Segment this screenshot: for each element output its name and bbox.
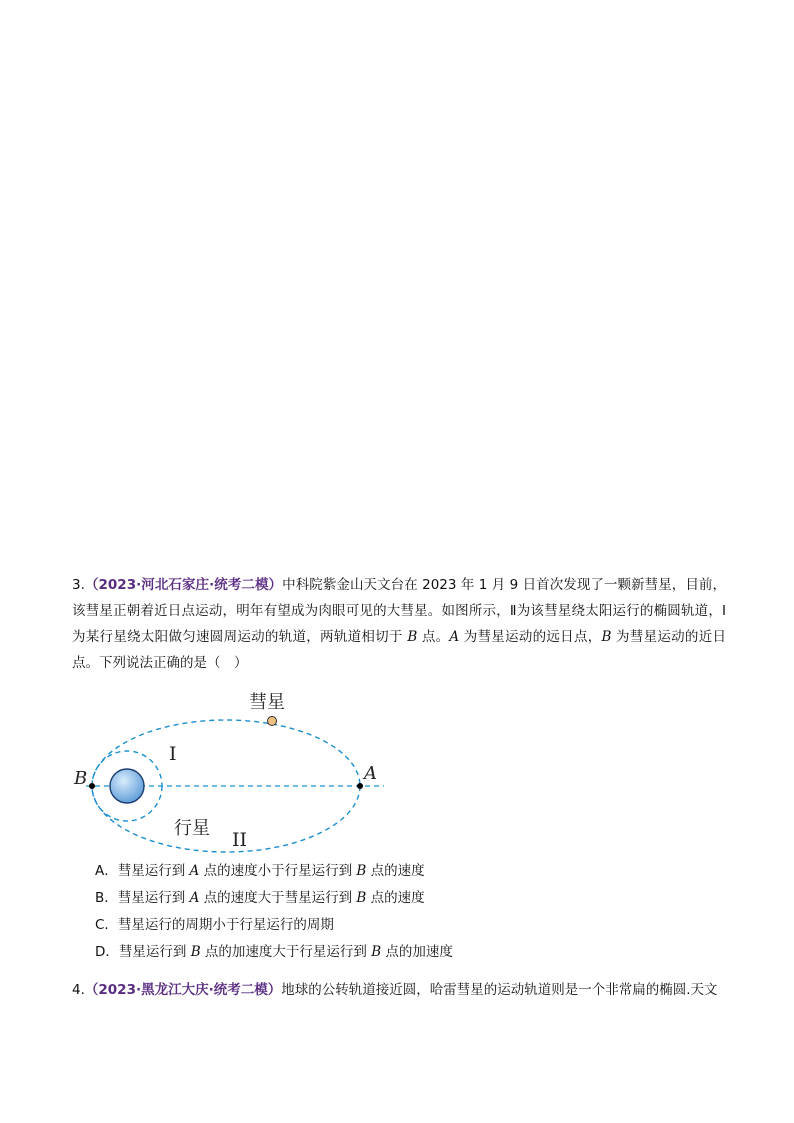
question-text-3: 为彗星运动的远日点， bbox=[459, 629, 602, 645]
question-source: （2023·黑龙江大庆·统考二模） bbox=[84, 982, 282, 998]
question-text: 地球的公转轨道接近圆，哈雷彗星的运动轨道则是一个非常扁的椭圆.天文 bbox=[281, 982, 718, 998]
point-a-dot bbox=[357, 783, 363, 789]
question-3 bbox=[72, 572, 726, 676]
option-b[interactable]: B．彗星运行到 A 点的速度大于彗星运行到 B 点的速度 bbox=[95, 890, 425, 906]
orbit-1-label: I bbox=[169, 743, 177, 765]
question-number: 3. bbox=[72, 577, 85, 593]
orbit-2-label: II bbox=[232, 829, 248, 851]
comet-label: 彗星 bbox=[249, 692, 285, 713]
option-c[interactable]: C．彗星运行的周期小于行星运行的周期 bbox=[95, 917, 334, 933]
point-b-label: B bbox=[74, 768, 88, 789]
option-a[interactable]: A．彗星运行到 A 点的速度小于行星运行到 B 点的速度 bbox=[95, 863, 425, 879]
orbit-diagram bbox=[72, 684, 392, 854]
planet-label: 行星 bbox=[174, 818, 210, 839]
question-text-4: 为彗星运动的近日点。下列说法正确的是（ ） bbox=[72, 629, 726, 671]
point-b-dot bbox=[89, 783, 95, 789]
comet-dot bbox=[268, 717, 277, 726]
options-list bbox=[95, 858, 453, 966]
sun bbox=[110, 769, 144, 803]
question-text-2: 点。 bbox=[417, 629, 450, 645]
question-4 bbox=[72, 977, 726, 1003]
point-a-label: A bbox=[364, 763, 377, 784]
question-number: 4. bbox=[72, 982, 85, 998]
question-text-1: 中科院紫金山天文台在 2023 年 1 月 9 日首次发现了一颗新彗星，目前，该彗星正朝着近日点运动，明年有望成为肉眼可见的大彗星。如图所示，Ⅱ为该彗星绕太阳运行的椭圆轨道，Ⅰ为某行星绕太阳做匀速圆周运动的轨道，两轨道相切于 bbox=[72, 577, 726, 645]
var-b: B bbox=[407, 629, 418, 645]
var-a: A bbox=[449, 629, 460, 645]
option-d[interactable]: D．彗星运行到 B 点的加速度大于行星运行到 B 点的加速度 bbox=[95, 944, 453, 960]
var-b: B bbox=[601, 629, 612, 645]
question-source: （2023·河北石家庄·统考二模） bbox=[84, 577, 283, 593]
